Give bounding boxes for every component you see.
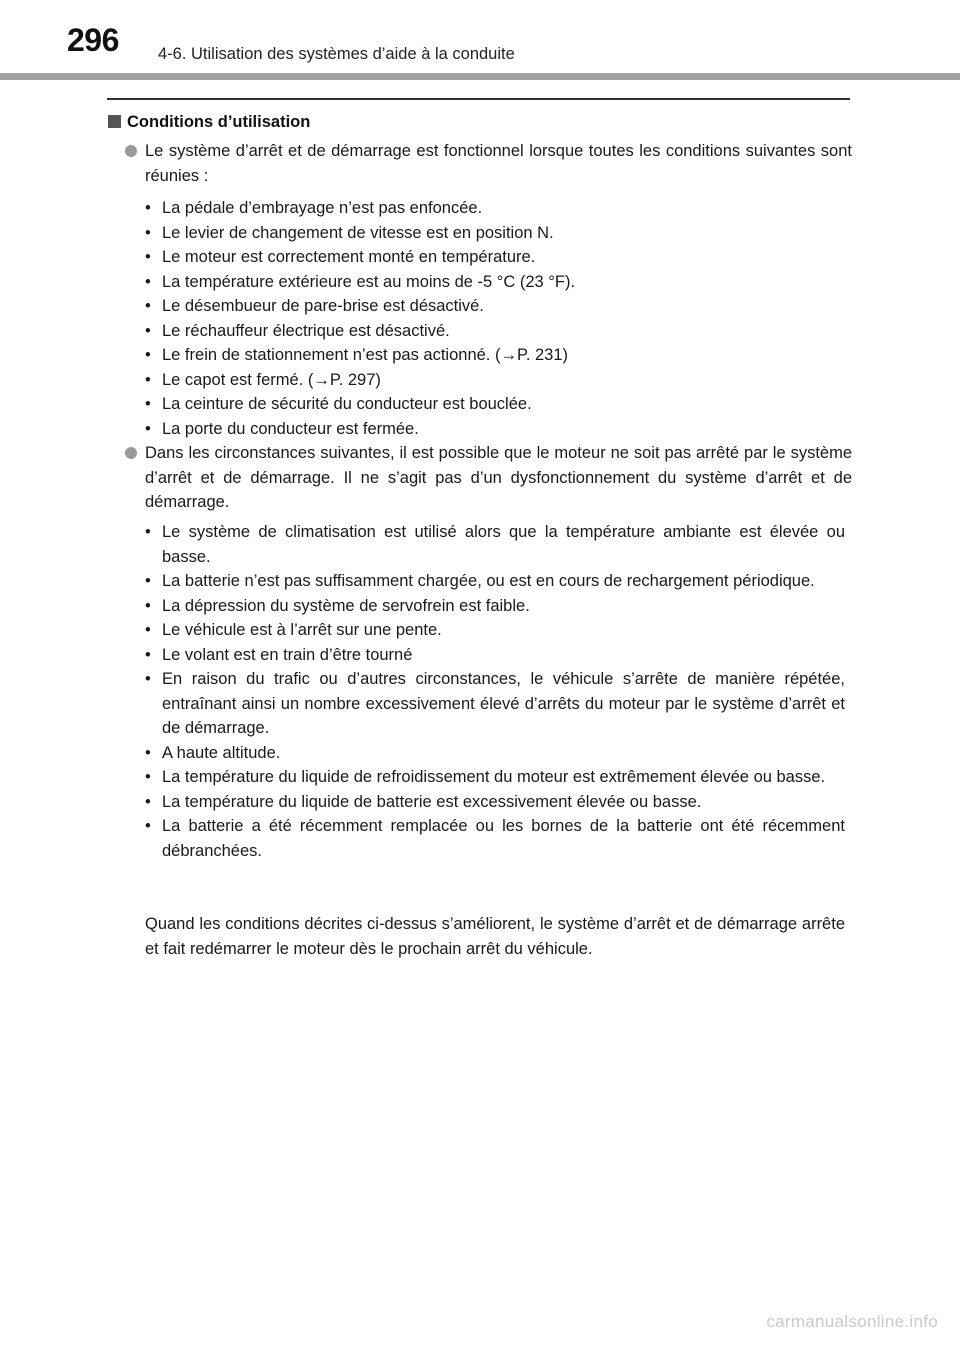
list-item-text: La température extérieure est au moins de -5 °C (23 °F).	[162, 272, 576, 291]
list-item	[145, 618, 845, 643]
list-item-text: La température du liquide de refroidissement du moteur est extrêmement élevée ou basse.	[162, 768, 826, 786]
list-item	[145, 814, 845, 863]
square-bullet-icon	[108, 115, 121, 128]
list-item	[145, 368, 845, 393]
bullet-icon: •	[145, 370, 151, 389]
list-item-text: La batterie a été récemment remplacée ou les bornes de la batterie ont été récemment débranchées.	[162, 817, 845, 860]
list-item-text: En raison du trafic ou d’autres circonstances, le véhicule s’arrête de manière répétée, entraînant ainsi un nombre excessivement élevé d’arrêts du moteur par le système d’arrêt et de démarrage.	[162, 670, 845, 737]
list-item-text: La batterie n’est pas suffisamment chargée, ou est en cours de rechargement périodique.	[162, 572, 815, 590]
bullet-icon: •	[145, 248, 151, 266]
list-item-text: Le réchauffeur électrique est désactivé.	[162, 321, 450, 340]
list-item-text: Le levier de changement de vitesse est en position N.	[162, 223, 554, 242]
closing-paragraph: Quand les conditions décrites ci-dessus s’améliorent, le système d’arrêt et de démarrage arrête et fait redémarrer le moteur dès le prochain arrêt du véhicule.	[145, 915, 845, 958]
list-item-text: La ceinture de sécurité du conducteur est bouclée.	[162, 395, 532, 413]
list-item-text: La dépression du système de servofrein est faible.	[162, 596, 530, 615]
bullet-icon: •	[145, 572, 151, 590]
list-item	[145, 343, 845, 368]
watermark: carmanualsonline.info	[766, 1312, 938, 1331]
bullet-icon: •	[145, 792, 151, 811]
list-item	[145, 392, 845, 417]
list-item-text: Le volant est en train d’être tourné	[162, 645, 413, 664]
list-item-text: La pédale d’embrayage n’est pas enfoncée.	[162, 199, 483, 217]
list-item-text: Le désembueur de pare-brise est désactivé.	[162, 297, 484, 315]
circle-bullet-icon	[125, 145, 137, 157]
list-item-text: Le véhicule est à l’arrêt sur une pente.	[162, 621, 442, 639]
bullet-icon: •	[145, 223, 151, 242]
list-item	[145, 741, 845, 766]
list-item	[145, 417, 845, 442]
chapter-title: 4-6. Utilisation des systèmes d’aide à la conduite	[158, 45, 515, 63]
bullet-icon: •	[145, 297, 151, 315]
bullet-icon: •	[145, 817, 151, 835]
list-item	[145, 790, 845, 815]
circle-bullet-icon	[125, 447, 137, 459]
conditions-intro-text: Le système d’arrêt et de démarrage est fonctionnel lorsque toutes les conditions suivantes sont réunies :	[145, 142, 852, 185]
bullet-icon: •	[145, 523, 151, 541]
exceptions-intro-text: Dans les circonstances suivantes, il est possible que le moteur ne soit pas arrêté par le système d’arrêt et de démarrage. Il ne s’agit pas d’un dysfonctionnement du système d’arrêt et de démarrage.	[145, 444, 852, 511]
bullet-icon: •	[145, 645, 151, 664]
conditions-list	[145, 196, 845, 441]
list-item	[145, 245, 845, 270]
list-item	[145, 765, 845, 790]
exceptions-intro	[145, 441, 852, 515]
bullet-icon: •	[145, 419, 151, 438]
bullet-icon: •	[145, 321, 151, 340]
bullet-icon: •	[145, 621, 151, 639]
conditions-intro	[145, 139, 852, 188]
list-item-text: La porte du conducteur est fermée.	[162, 419, 419, 438]
bullet-icon: •	[145, 346, 151, 364]
list-item	[145, 520, 845, 569]
bullet-icon: •	[145, 272, 151, 291]
list-item	[145, 196, 845, 221]
list-item-text: Le frein de stationnement n’est pas actionné. (→P. 231)	[162, 346, 569, 364]
list-item	[145, 594, 845, 619]
section-heading	[108, 113, 310, 132]
list-item-text: A haute altitude.	[162, 743, 281, 762]
header-divider	[0, 73, 960, 80]
list-item-text: Le capot est fermé. (→P. 297)	[162, 370, 381, 389]
list-item	[145, 667, 845, 741]
list-item	[145, 569, 845, 594]
list-item	[145, 643, 845, 668]
list-item-text: Le moteur est correctement monté en température.	[162, 248, 536, 266]
list-item	[145, 221, 845, 246]
bullet-icon: •	[145, 768, 151, 786]
list-item-text: Le système de climatisation est utilisé alors que la température ambiante est élevée ou basse.	[162, 523, 845, 566]
section-heading-text: Conditions d’utilisation	[127, 113, 311, 131]
list-item	[145, 294, 845, 319]
list-item-text: La température du liquide de batterie est excessivement élevée ou basse.	[162, 792, 702, 811]
bullet-icon: •	[145, 199, 151, 217]
exceptions-list	[145, 520, 845, 863]
page-header	[0, 0, 960, 80]
bullet-icon: •	[145, 743, 151, 762]
section-rule	[107, 98, 850, 100]
list-item	[145, 270, 845, 295]
bullet-icon: •	[145, 395, 151, 413]
page-number: 296	[67, 22, 119, 58]
bullet-icon: •	[145, 596, 151, 615]
bullet-icon: •	[145, 670, 151, 688]
list-item	[145, 319, 845, 344]
